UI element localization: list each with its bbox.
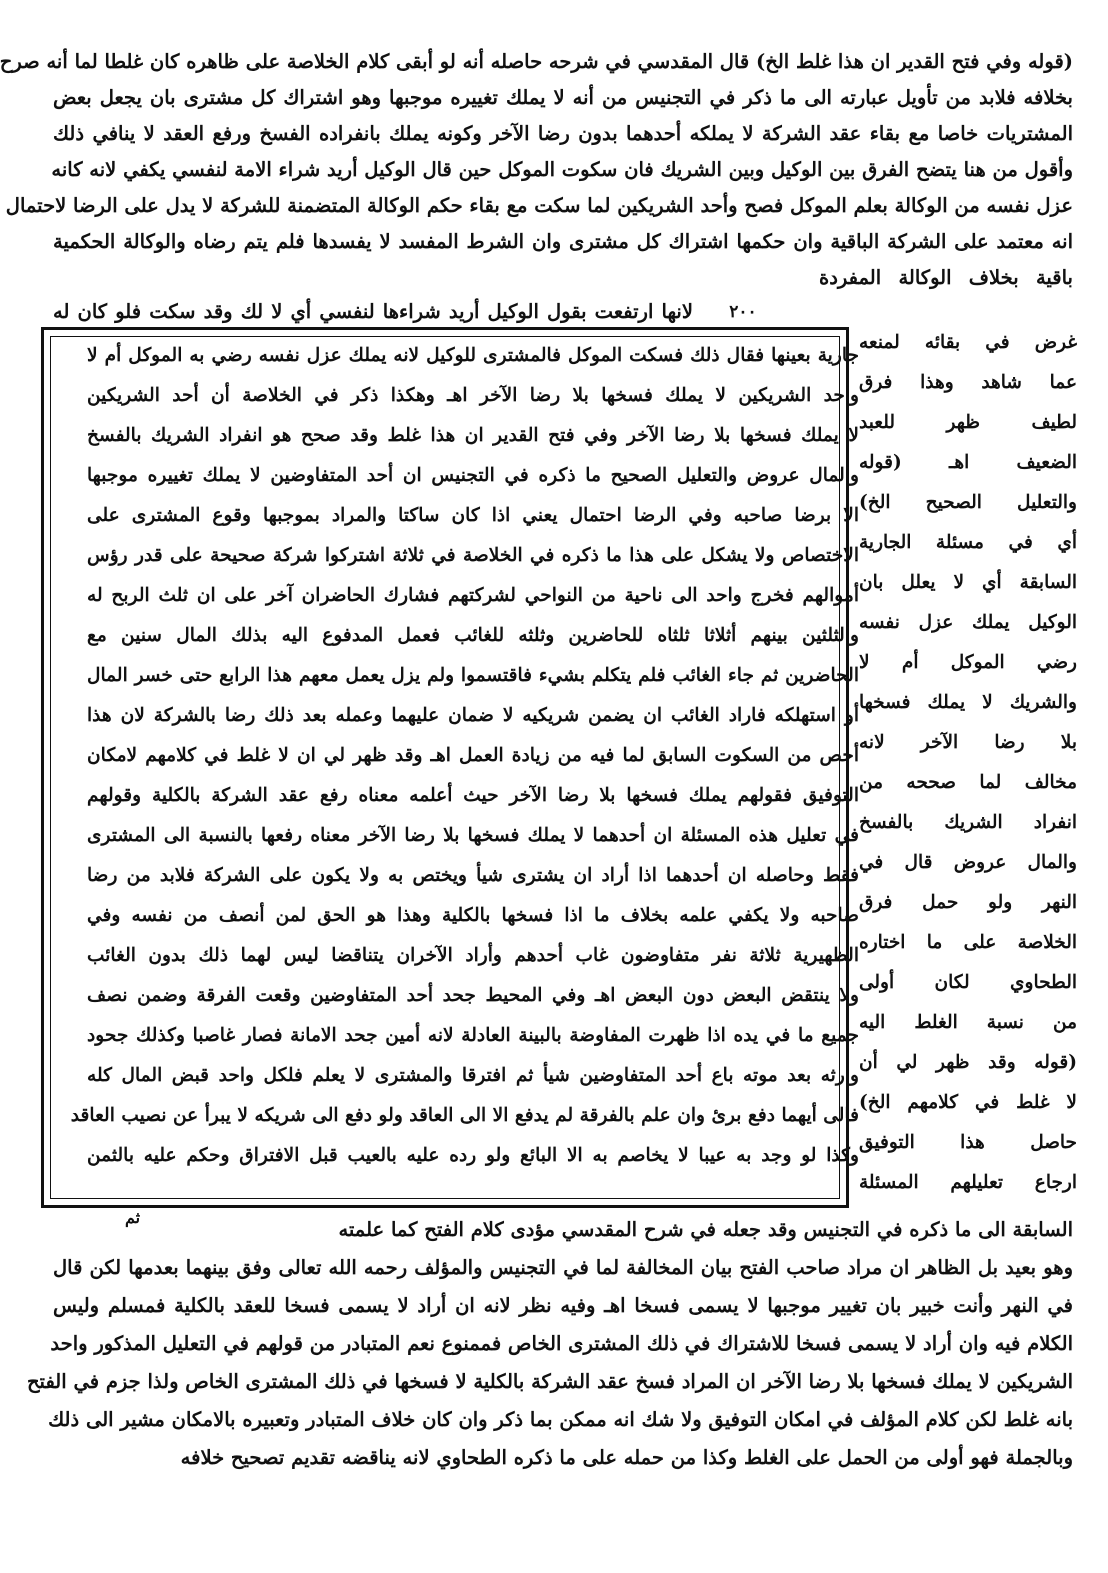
- text-line: الاختصاص ولا يشكل على هذا ما ذكره في الخلاصة في ثلاثة اشتركوا شركة صحيحة على قدر رؤس: [87, 545, 859, 566]
- text-line: (قوله وفي فتح القدير ان هذا غلط الخ) قال المقدسي في شرحه حاصله أنه لو أبقى كلام الخلاصة على ظاهره كان غلطا لما أنه صرح: [0, 50, 1073, 73]
- text-line: باقية بخلاف الوكالة المفردة: [819, 266, 1073, 289]
- text-line: حاصل هذا التوفيق: [859, 1132, 1077, 1153]
- page-number: ٢٠٠: [729, 302, 757, 322]
- text-line: في تعليل هذه المسئلة ان أحدهما لا يملك فسخها بلا رضا الآخر معناه رفعها بالنسبة الى المشترى: [87, 825, 859, 846]
- text-line: (قوله وقد ظهر لي أن: [859, 1052, 1077, 1073]
- text-line: النهر ولو حمل فرق: [859, 892, 1077, 913]
- text-line: الخلاصة على ما اختاره: [859, 932, 1077, 953]
- text-line: عما شاهد وهذا فرق: [859, 372, 1077, 393]
- text-line: الوكيل يملك عزل نفسه: [859, 612, 1077, 633]
- text-line: السابقة أي لا يعلل بان: [859, 572, 1077, 593]
- text-line: الا برضا صاحبه وفي الرضا احتمال يعني اذا كان ساكتا والمراد بموجبها وقوع المشترى على: [87, 505, 859, 526]
- text-line: لانها ارتفعت بقول الوكيل أريد شراءها لنفسي أي لا لك وقد سكت فلو كان له: [53, 300, 693, 323]
- text-line: جميع ما في يده اذا ظهرت المفاوضة بالبينة العادلة لانه أمين جحد الامانة فصار غاصبا وكذلك جحود: [87, 1025, 859, 1046]
- text-line: والمال عروض قال في: [859, 852, 1077, 873]
- text-line: السابقة الى ما ذكره في التجنيس وقد جعله في شرح المقدسي مؤدى كلام الفتح كما علمته: [338, 1218, 1073, 1241]
- text-line: والتعليل الصحيح الخ): [859, 492, 1077, 513]
- text-line: الظهيرية ثلاثة نفر متفاوضون غاب أحدهم وأراد الآخران يتناقضا ليس لهما ذلك بدون الغائب: [87, 945, 859, 966]
- text-line: والثلثين بينهم أثلاثا ثلثاه للحاضرين وثلثه للغائب فعمل المدفوع اليه بذلك المال سنين مع: [87, 625, 859, 646]
- text-line: وارثه بعد موته باع أحد المتفاوضين شيأ ثم افترقا والمشترى لا يعلم فلكل واحد قبض المال كله: [87, 1065, 859, 1086]
- text-line: فالى أيهما دفع برئ وان علم بالفرقة لم يدفع الا الى العاقد ولو دفع الى شريكه لا يبرأ عن نصيب العاقد: [70, 1105, 859, 1126]
- text-line: غرض في بقائه لمنعه: [859, 332, 1077, 353]
- text-line: مخالف لما صححه من: [859, 772, 1077, 793]
- text-line: أخص من السكوت السابق لما فيه من زيادة العمل اهـ وقد ظهر لي ان لا غلط في كلامهم لامكان: [87, 745, 859, 766]
- text-line: لا يملك فسخها بلا رضا الآخر وفي فتح القدير ان هذا غلط وقد صحح هو انفراد الشريك بالفسخ: [87, 425, 859, 446]
- text-line: فقط وحاصله ان أحدهما اذا أراد ان يشترى شيأ ويختص به ولا يكون على الشركة فلابد من رضا: [87, 865, 859, 886]
- main-text: [41, 327, 859, 1208]
- text-line: وأقول من هنا يتضح الفرق بين الوكيل وبين الشريك فان سكوت الموكل حين قال الوكيل أريد شراء الامة لنفسي يكفي لانه كانه: [51, 158, 1073, 181]
- text-line: أي في مسئلة الجارية: [859, 532, 1077, 553]
- text-line: أموالهم فخرج واحد الى ناحية من النواحي لشركتهم فشارك الحاضران آخر على ان ثلث الربح له: [87, 585, 859, 606]
- text-line: الحاضرين ثم جاء الغائب فلم يتكلم بشيء فاقتسموا ولم يزل يعمل معهم هذا الرابع حتى خسر المال: [87, 665, 859, 686]
- text-line: وهو بعيد بل الظاهر ان مراد صاحب الفتح بيان المخالفة لما في التجنيس والمؤلف رحمه الله تعالى وفق بينهما بعدمها لكن قال: [53, 1256, 1073, 1279]
- text-line: المشتريات خاصا مع بقاء عقد الشركة لا يملكه أحدهما بدون رضا الآخر وكونه يملك بانفراده الفسخ ورفع العقد لا ينافي ذلك: [53, 122, 1073, 145]
- text-line: عزل نفسه من الوكالة بعلم الموكل فصح وأحد الشريكين لما سكت مع بقاء حكم الوكالة المتضمنة للشركة لا يدل على الرضا لاحتمال: [5, 194, 1073, 217]
- text-line: واحد الشريكين لا يملك فسخها بلا رضا الآخر اهـ وهكذا ذكر في الخلاصة أن أحد الشريكين: [87, 385, 859, 406]
- text-line: الشريكين لا يملك فسخها بلا رضا الآخر ان المراد فسخ عقد الشركة بالكلية لا فسخها في ذلك المشترى الخاص ولذا جزم في الفتح: [26, 1370, 1073, 1393]
- text-line: رضي الموكل أم لا: [859, 652, 1077, 673]
- text-line: والمال عروض والتعليل الصحيح ما ذكره في التجنيس ان أحد المتفاوضين لا يملك تغييره موجبها: [87, 465, 859, 486]
- text-line: الضعيف اهـ (قوله: [859, 452, 1077, 473]
- text-line: جارية بعينها فقال ذلك فسكت الموكل فالمشترى للوكيل لانه يملك عزل نفسه رضي به الموكل أم لا: [87, 345, 859, 366]
- text-line: بخلافه فلابد من تأويل عبارته الى ما ذكر في التجنيس من أنه لا يملك تغييره موجبها وهو اشتراك كل مشترى بان يجعل بعض: [53, 86, 1073, 109]
- text-line: لا غلط في كلامهم الخ): [859, 1092, 1077, 1113]
- text-line: وكذا لو وجد به عيبا لا يخاصم به الا البائع ولو رده عليه بالعيب قبل الافتراق وحكم عليه بالثمن: [87, 1145, 859, 1166]
- text-line: بانه غلط لكن كلام المؤلف في امكان التوفيق ولا شك انه ممكن بما ذكر وان كان خلاف المتبادر وتعبيره بالامكان مشير الى ذلك: [48, 1408, 1073, 1431]
- text-line: لطيف ظهر للعبد: [859, 412, 1077, 433]
- text-line: صاحبه ولا يكفي علمه بخلاف ما اذا فسخها بالكلية وهذا هو الحق لمن أنصف من نفسه وفي: [87, 905, 859, 926]
- catchword: ثم: [125, 1208, 141, 1227]
- text-line: وبالجملة فهو أولى من الحمل على الغلط وكذا من حمله على ما ذكره الطحاوي لانه يناقضه تقديم تصحيح خلافه: [180, 1446, 1073, 1469]
- text-line: انفراد الشريك بالفسخ: [859, 812, 1077, 833]
- text-line: بلا رضا الآخر لانه: [859, 732, 1077, 753]
- text-line: الطحاوي لكان أولى: [859, 972, 1077, 993]
- text-line: في النهر وأنت خبير بان تغيير موجبها لا يسمى فسخا اهـ وفيه نظر لانه ان أراد لا يسمى فسخا للعقد بالكلية فمسلم وليس: [53, 1294, 1073, 1317]
- text-line: انه معتمد على الشركة الباقية وان حكمها اشتراك كل مشترى وان الشرط المفسد لا يفسدها فلم يتم رضاه والوكالة الحكمية: [53, 230, 1073, 253]
- text-line: أو استهلكه فاراد الغائب ان يضمن شريكيه لا ضمان عليهما وعمله بعد ذلك رضا بالشركة لان هذا: [87, 705, 859, 726]
- text-line: ولا ينتقض البعض دون البعض اهـ وفي المحيط جحد أحد المتفاوضين وقعت الفرقة وضمن نصف: [87, 985, 859, 1006]
- text-line: التوفيق فقولهم يملك فسخها بلا رضا الآخر حيث أعلمه معناه رفع عقد الشركة بالكلية وقولهم: [87, 785, 859, 806]
- text-line: والشريك لا يملك فسخها: [859, 692, 1077, 713]
- text-line: من نسبة الغلط اليه: [859, 1012, 1077, 1033]
- text-line: ارجاع تعليلهم المسئلة: [859, 1172, 1077, 1193]
- text-line: الكلام فيه وان أراد لا يسمى فسخا للاشتراك في ذلك المشترى الخاص فممنوع نعم المتبادر من قولهم في التعليل المذكور واحد: [50, 1332, 1073, 1355]
